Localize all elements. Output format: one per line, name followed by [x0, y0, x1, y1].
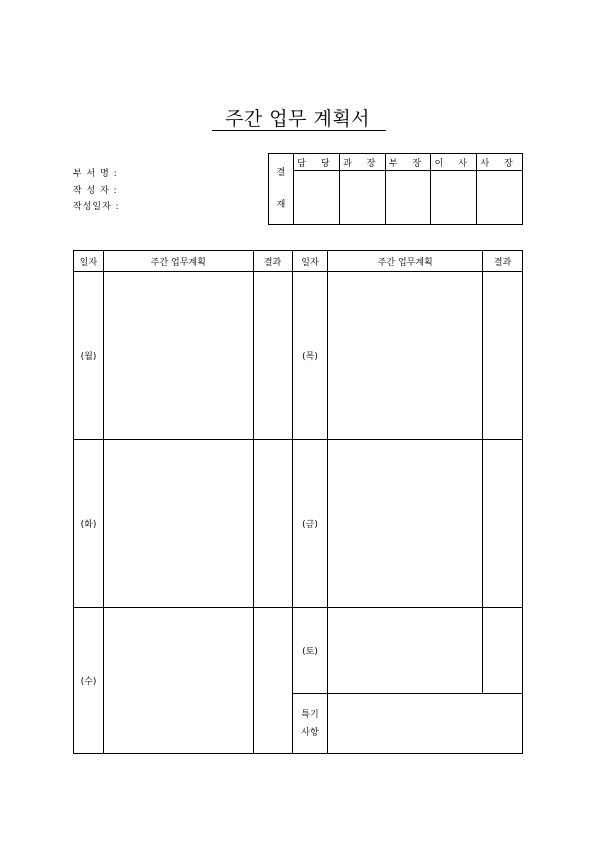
- plan-cell-tue[interactable]: [103, 440, 253, 608]
- title-underline: [212, 130, 386, 131]
- approval-col-dept-head: 부 장: [385, 154, 431, 171]
- header-day-right: 일자: [292, 251, 328, 272]
- approval-side-label: [269, 154, 294, 225]
- day-label-wed: (수): [74, 608, 104, 754]
- document-title: 주간 업무 계획서: [224, 108, 371, 130]
- approval-col-section-chief: 과 장: [339, 154, 385, 171]
- result-cell-fri[interactable]: [483, 440, 523, 608]
- weekly-plan-table: [73, 250, 523, 754]
- approval-side-label-bottom: 재: [276, 200, 286, 210]
- approval-col-director: 이 사: [431, 154, 477, 171]
- plan-cell-fri[interactable]: [328, 440, 483, 608]
- day-label-fri: (금): [292, 440, 328, 608]
- approval-sign-director[interactable]: [431, 171, 477, 225]
- approval-sign-staff[interactable]: [294, 171, 340, 225]
- approval-col-president: 사 장: [477, 154, 523, 171]
- header-result-right: 결과: [483, 251, 523, 272]
- department-label: 부 서 명 :: [73, 169, 118, 179]
- notes-label-line1: 특기: [301, 709, 319, 720]
- header-result-left: 결과: [253, 251, 292, 272]
- approval-side-label-top: 결: [276, 168, 286, 178]
- approval-table: [268, 153, 523, 225]
- result-cell-sat[interactable]: [483, 608, 523, 694]
- header-plan-right: 주간 업무계획: [328, 251, 483, 272]
- approval-sign-president[interactable]: [477, 171, 523, 225]
- day-label-mon: (월): [74, 272, 104, 440]
- notes-label-line2: 사항: [301, 727, 319, 738]
- notes-label: [292, 694, 328, 754]
- header-day-left: 일자: [74, 251, 104, 272]
- notes-cell[interactable]: [328, 694, 523, 754]
- plan-cell-sat[interactable]: [328, 608, 483, 694]
- approval-sign-dept-head[interactable]: [385, 171, 431, 225]
- day-label-tue: (화): [74, 440, 104, 608]
- result-cell-thu[interactable]: [483, 272, 523, 440]
- approval-sign-section-chief[interactable]: [339, 171, 385, 225]
- plan-cell-wed[interactable]: [103, 608, 253, 754]
- approval-col-staff: 담 당: [294, 154, 340, 171]
- header-plan-left: 주간 업무계획: [103, 251, 253, 272]
- result-cell-mon[interactable]: [253, 272, 292, 440]
- day-label-thu: (목): [292, 272, 328, 440]
- day-label-sat: (토): [292, 608, 328, 694]
- date-label: 작성일자 :: [73, 202, 120, 212]
- writer-label: 작 성 자 :: [73, 186, 118, 196]
- result-cell-wed[interactable]: [253, 608, 292, 754]
- result-cell-tue[interactable]: [253, 440, 292, 608]
- plan-cell-mon[interactable]: [103, 272, 253, 440]
- plan-cell-thu[interactable]: [328, 272, 483, 440]
